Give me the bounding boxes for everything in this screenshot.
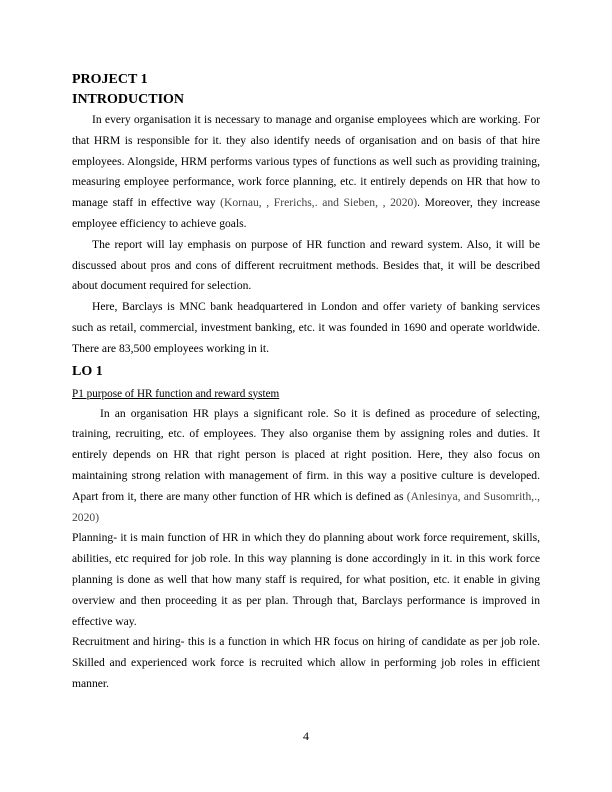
intro-paragraph-2: The report will lay emphasis on purpose of HR function and reward system. Also, it will be discussed about pros and cons of different recruitment methods. Besides that, it will be described about document required for selection.	[72, 237, 540, 293]
intro-p1-citation: (Kornau, , Frerichs,. and Sieben, , 2020)	[220, 196, 418, 210]
lo1-heading: LO 1	[72, 363, 103, 379]
p1-subheading: P1 purpose of HR function and reward system	[72, 387, 280, 400]
document-page	[72, 70, 540, 695]
lo1-p1-text: In an organisation HR plays a significant role. So it is defined as procedure of selecting, training, recruiting, etc. of employees. They also organise them by assigning roles and duties. It entirely depends on HR that right person is placed at right position. Here, they also focus on maintaining strong relation with management of firm. in this way a positive culture is developed. Apart from it, there are many other function of HR which is defined as	[72, 406, 540, 503]
lo1-p1-citation: (Anlesinya, and Susomrith,., 2020)	[72, 489, 541, 524]
page-number: 4	[303, 729, 309, 743]
project-heading: PROJECT 1	[72, 72, 148, 87]
intro-p1-text: In every organisation it is necessary to manage and organise employees which are working. For that HRM is responsible for it. they also identify needs of organisation and on basis of that hire employees. Alongside, HRM performs various types of functions as well such as providing training, measuring employee performance, work force planning, etc. it entirely depends on HR that how to manage staff in effective way	[72, 113, 540, 210]
intro-paragraph-1	[72, 110, 540, 235]
intro-paragraph-3: Here, Barclays is MNC bank headquartered in London and offer variety of banking services such as retail, commercial, investment banking, etc. it was founded in 1690 and operate worldwide. There are 83,500 employees working in it.	[72, 300, 540, 355]
lo1-paragraph-1	[72, 404, 540, 529]
planning-paragraph: Planning- it is main function of HR in which they do planning about work force requirement, skills, abilities, etc required for job role. In this way planning is done accordingly in it. in this work force planning is done as well that how many staff is required, for what position, etc. it enable in giving overview and then proceeding it as per plan. Through that, Barclays performance is improved in effective way.	[72, 531, 540, 628]
intro-p1-tail: . Moreover, they increase employee efficiency to achieve goals.	[72, 196, 540, 230]
introduction-heading: INTRODUCTION	[72, 92, 185, 107]
recruitment-paragraph: Recruitment and hiring- this is a function in which HR focus on hiring of candidate as per job role. Skilled and experienced work force is recruited which allow in performing job roles in efficient manner.	[72, 635, 540, 690]
